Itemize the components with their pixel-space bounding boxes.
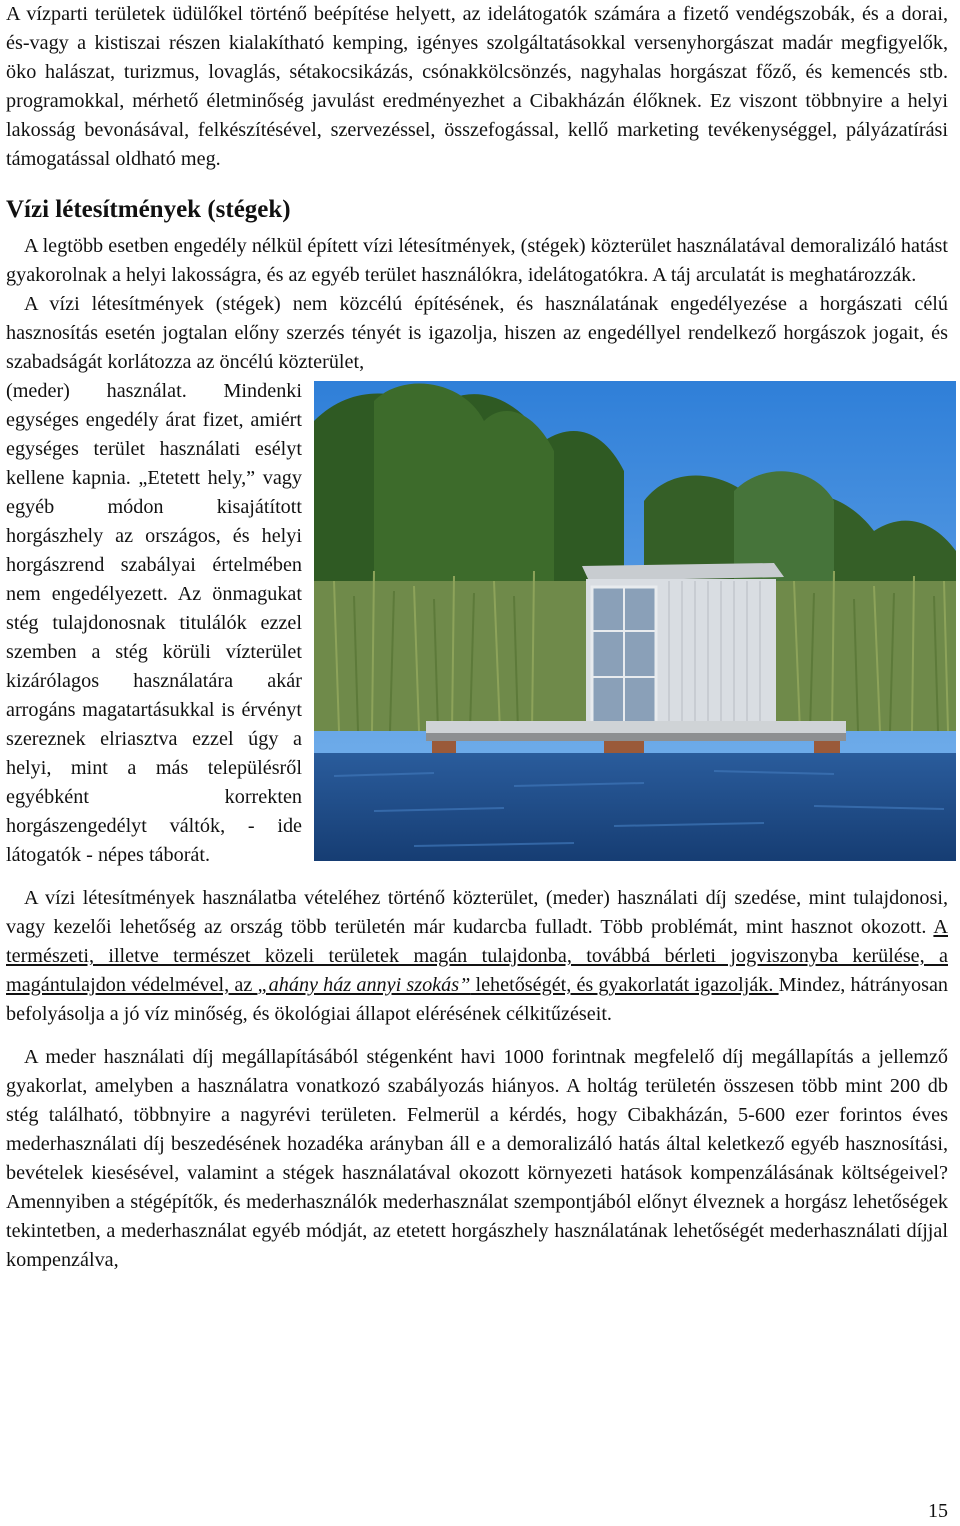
fees-quote: „ahány ház annyi szokás” xyxy=(257,974,471,996)
fees-underlined-a: A természeti, illetve természet közeli területek magán tulajdonba, továbbá bérleti jogviszonyba kerülése, a magántulajdon védelmével, az „ahány ház annyi szokás” lehetőségét, és gyakorlatát igazolják. xyxy=(6,916,948,996)
paragraph-steg-effect: A legtöbb esetben engedély nélkül épített vízi létesítmények, (stégek) közterület használatával demoralizáló hatást gyakorolnak a helyi lakosságra, és az egyéb terület használókra, idelátogatókra. A táj arculatát is meghatározzák. xyxy=(6,235,948,286)
intro-paragraph: A vízparti területek üdülőkel történő beépítése helyett, az idelátogatók számára a fizető vendégszobák, és a dorai, és-vagy a kistiszai részen kialakítható kemping, igényes szolgáltatásokkal versenyhorgászat madár megfigyelők, öko halászat, turizmus, lovaglás, sétakocsikázás, csónakkölcsönzés, nagyhalas horgászat főző, és kemencés stb. programokkal, mérhető életminőség javulást eredményezhet a Cibakházán élőknek. Ez viszont többnyire a helyi lakosság bevonásával, felkészítésével, szervezéssel, összefogással, kellő marketing tevékenységgel, pályázatírási támogatással oldható meg. xyxy=(6,3,948,170)
page-number: 15 xyxy=(928,1500,948,1522)
paragraph-fees xyxy=(6,884,948,1029)
photo-illustration xyxy=(314,381,956,861)
platform xyxy=(426,721,846,733)
paragraph-steg-permit: A vízi létesítmények (stégek) nem közcélú építésének, és használatának engedélyezése a horgászati célú hasznosítás esetén jogtalan előny szerzés tényét is igazolja, hiszen az engedéllyel rendelkező horgászok jogait, és szabadságát korlátozza az öncélú közterület, xyxy=(6,293,948,373)
document-page xyxy=(6,0,948,1275)
section-heading: Vízi létesítmények (stégek) xyxy=(6,196,291,223)
text-with-figure xyxy=(6,377,948,870)
paragraph-wrapped-around-photo: (meder) használat. Mindenki egységes engedély árat fizet, amiért egységes terület használati esélyt kellene kapnia. „Etetett hely,” vagy egyéb módon kisajátított horgászhely az országos, és helyi horgászrend szabályai értelmében nem engedélyezett. Az önmagukat stég tulajdonosnak titulálók ezzel szemben a stég körüli vízterület kizárólagos használatára akár arrogáns magatartásukkal is érvényt szereznek elriasztva ezzel úgy a helyi, mint a más településről egyébként korrekten horgászengedélyt váltók, - ide látogatók - népes táborát. xyxy=(6,380,302,866)
fees-text-a: A vízi létesítmények használatba vételéhez történő közterület, (meder) használati díj szedése, mint tulajdonosi, vagy kezelői lehetőség az ország több területén már kudarcba fulladt. Több problémát, mint hasznot okozott. xyxy=(6,887,948,938)
photo-steg-hut xyxy=(314,381,956,861)
paragraph-riverbed-fee: A meder használati díj megállapításából stégenként havi 1000 forintnak megfelelő díj megállapítás a jellemző gyakorlat, amelyben a használatra vonatkozó szabályozás hiányos. A holtág területén összesen több mint 200 db stég található, többnyire a nagyrévi területen. Felmerül a kérdés, hogy Cibakházán, 5-600 ezer forintos éves mederhasználati díj beszedésének hozadéka arányban áll e a demoralizáló hatás által keletkező egyéb hasznosítási, bevételek kiesésével, valamint a stégek használatával okozott környezeti hatások kompenzálásának költségeivel? Amennyiben a stégépítők, és mederhasználók mederhasználat szempontjából előnyt élveznek a horgász lehetőségek tekintetben, a mederhasználat egyéb módját, az etetett horgászhely használatának lehetőségét mederhasználati díjjal kompenzálva, xyxy=(6,1046,948,1271)
fees-text-b: Mindez, hátrányosan befolyásolja a jó víz minőség, és ökológiai állapot elérésének célkitűzéseit. xyxy=(6,974,948,1025)
